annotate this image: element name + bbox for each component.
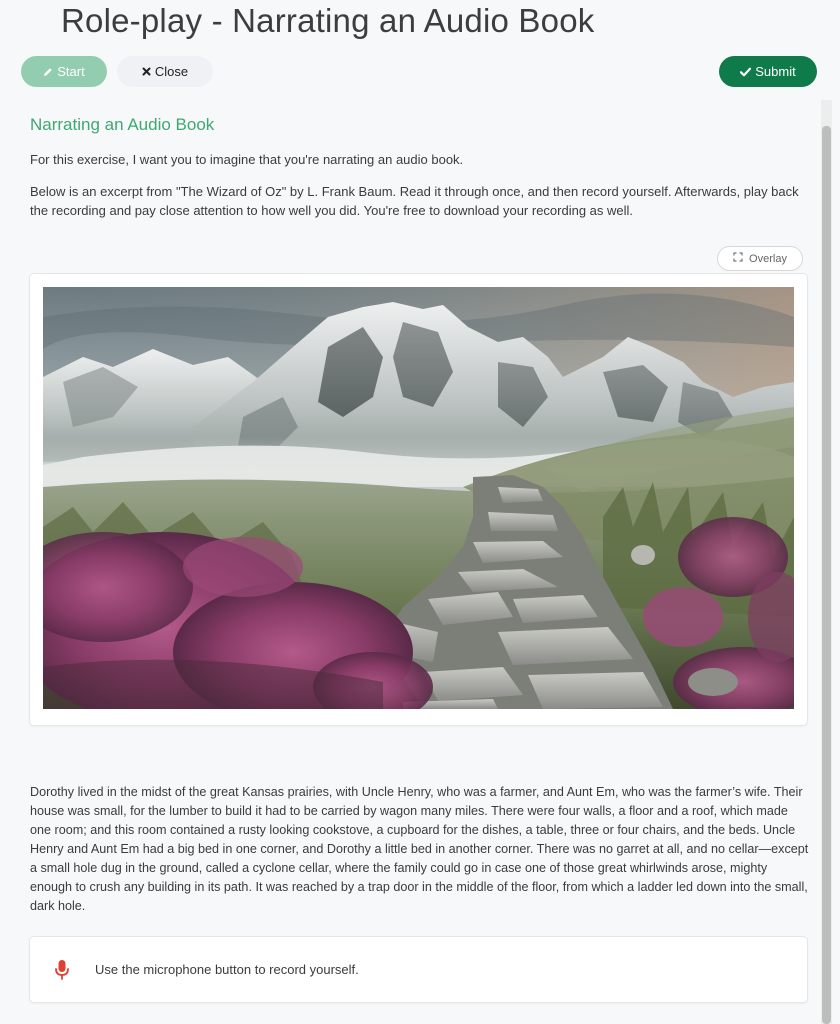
section-heading: Narrating an Audio Book xyxy=(30,115,215,134)
check-icon xyxy=(740,67,751,77)
start-button[interactable] xyxy=(21,56,107,87)
expand-icon xyxy=(733,252,743,265)
intro-paragraph-2: Below is an excerpt from "The Wizard of Oz" by L. Frank Baum. Read it through once, and then record yourself. Afterwards, play back the recording and pay close attention to how well you did. You're free to download your recording as well. xyxy=(30,184,799,218)
landscape-image xyxy=(43,287,794,709)
image-card xyxy=(30,274,807,725)
recorder-instruction: Use the microphone button to record yourself. xyxy=(95,962,359,977)
x-icon xyxy=(142,67,151,76)
page-title: Role-play - Narrating an Audio Book xyxy=(61,2,595,39)
start-button-label: Start xyxy=(57,64,85,79)
story-excerpt: Dorothy lived in the midst of the great Kansas prairies, with Uncle Henry, who was a farmer, and Aunt Em, who was the farmer’s wife. Their house was small, for the lumber to build it had to be carried by wagon many miles. There were four walls, a floor and a roof, which made one room; and this room contained a rusty looking cookstove, a cupboard for the dishes, a table, three or four chairs, and the beds. Uncle Henry and Aunt Em had a big bed in one corner, and Dorothy a little bed in another corner. There was no garret at all, and no cellar—except a small hole dug in the ground, called a cyclone cellar, where the family could go in case one of those great whirlwinds arose, mighty enough to crush any building in its path. It was reached by a trap door in the middle of the floor, from which a ladder led down into the small, dark hole. xyxy=(30,785,809,913)
intro-paragraph-1: For this exercise, I want you to imagine that you're narrating an audio book. xyxy=(30,152,464,167)
scrollbar-thumb[interactable] xyxy=(822,126,831,1024)
microphone-icon[interactable] xyxy=(54,959,70,981)
overlay-button[interactable] xyxy=(717,246,803,271)
pencil-icon xyxy=(43,67,53,77)
submit-button-label: Submit xyxy=(755,64,796,79)
close-button[interactable] xyxy=(117,56,213,87)
recorder-card xyxy=(30,937,807,1002)
overlay-button-label: Overlay xyxy=(749,252,787,265)
submit-button[interactable] xyxy=(719,56,817,87)
close-button-label: Close xyxy=(154,64,189,79)
